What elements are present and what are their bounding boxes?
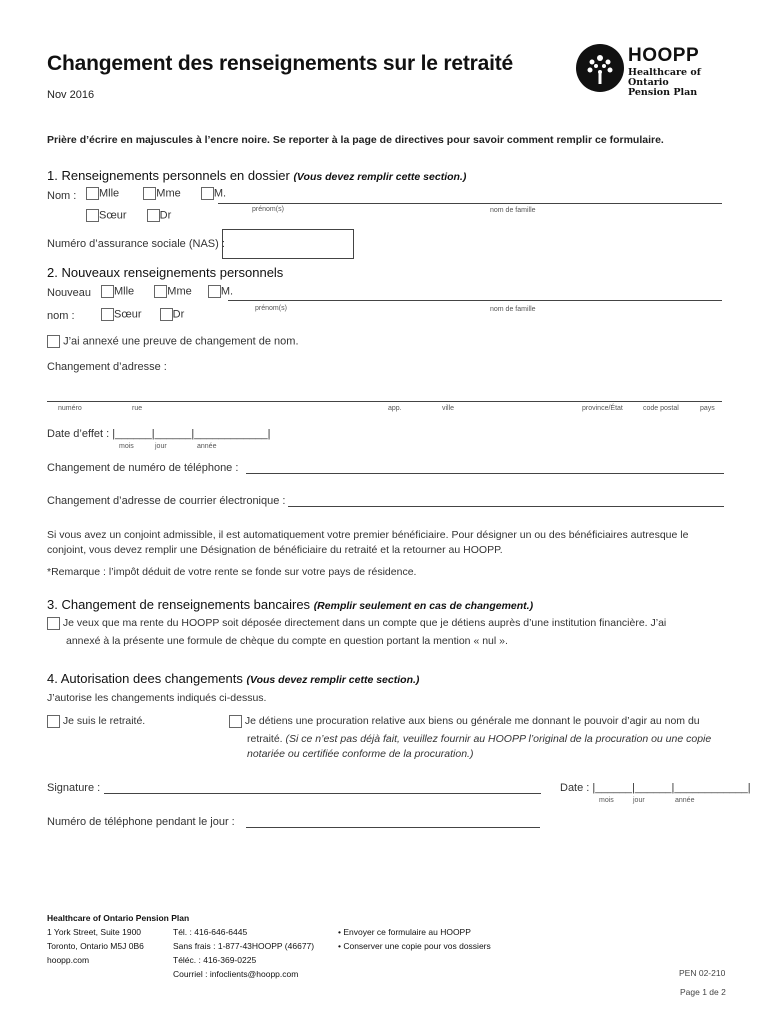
title-checkboxes-row1: Mlle Mme M. — [86, 187, 226, 200]
prenom-hint: prénom(s) — [252, 206, 284, 213]
hoopp-logo — [576, 44, 736, 96]
effective-date-field[interactable]: Date d’effet : |______|______|____________| — [47, 428, 271, 440]
nas-input[interactable] — [222, 229, 354, 259]
page-number: Page 1 de 2 — [680, 987, 726, 997]
nom-label: Nom : — [47, 190, 77, 202]
nouveau-label: Nouveau — [47, 287, 92, 299]
proof-label: J’ai annexé une preuve de changement de nom. — [63, 335, 299, 348]
new-dr-checkbox[interactable] — [160, 308, 173, 321]
authorization-intro: J’autorise les changements indiqués ci-dessus. — [47, 692, 267, 704]
sig-hint-annee: année — [675, 797, 695, 804]
signature-line[interactable] — [104, 793, 541, 794]
section-4-title: 4. Autorisation dees changements (Vous devez remplir cette section.) — [47, 671, 420, 686]
new-mlle-checkbox[interactable] — [101, 285, 114, 298]
banking-row — [47, 616, 737, 631]
signature-date-field[interactable]: Date : |______|______|____________| — [560, 782, 751, 794]
famille-hint: nom de famille — [490, 207, 536, 214]
email-change-label: Changement d’adresse de courrier électronique : — [47, 495, 286, 507]
poa-row — [229, 714, 700, 729]
eff-hint-jour: jour — [155, 443, 167, 450]
footer-address: 1 York Street, Suite 1900 Toronto, Ontario M5J 0B6 hoopp.com — [47, 927, 144, 965]
soeur-checkbox[interactable] — [86, 209, 99, 222]
dr-checkbox[interactable] — [147, 209, 160, 222]
sig-hint-mois: mois — [599, 797, 614, 804]
proof-checkbox[interactable] — [47, 335, 60, 348]
form-title: Changement des renseignements sur le retraité — [47, 52, 513, 75]
phone-change-line[interactable] — [246, 473, 724, 474]
new-famille-hint: nom de famille — [490, 306, 536, 313]
logo-name: HOOPP — [628, 45, 700, 66]
banking-line-2: annexé à la présente une formule de chèque du compte en question portant la mention « nul ». — [66, 635, 508, 647]
nas-label: Numéro d’assurance sociale (NAS) : — [47, 238, 225, 250]
form-code: PEN 02-210 — [679, 968, 726, 978]
new-m-checkbox[interactable] — [208, 285, 221, 298]
retiree-checkbox[interactable] — [47, 715, 60, 728]
tree-icon — [576, 44, 624, 92]
banking-checkbox[interactable] — [47, 617, 60, 630]
footer-bullets: • Envoyer ce formulaire au HOOPP • Conserver une copie pour vos dossiers — [338, 927, 491, 951]
new-soeur-checkbox[interactable] — [101, 308, 114, 321]
phone-change-label: Changement de numéro de téléphone : — [47, 462, 239, 474]
poa-checkbox[interactable] — [229, 715, 242, 728]
spouse-note: Si vous avez un conjoint admissible, il est automatiquement votre premier bénéficiaire. Pour désigner un ou des bénéficiaires autresque le conjoint, vous devez remplir une Désignation de bénéficiaire du retraité et la retourner au HOOPP. — [47, 529, 689, 556]
addr-hint-app: app. — [388, 405, 402, 412]
new-title-checkboxes-row2: Sœur Dr — [101, 308, 184, 321]
addr-hint-pays: pays — [700, 405, 715, 412]
retiree-row — [47, 714, 145, 729]
form-date: Nov 2016 — [47, 89, 95, 101]
addr-hint-ville: ville — [442, 405, 455, 412]
mlle-checkbox[interactable] — [86, 187, 99, 200]
poa-line-2: retraité. (Si ce n’est pas déjà fait, veuillez fournir au HOOPP l’original de la procuration ou une copie — [247, 733, 712, 745]
addr-hint-numero: numéro — [58, 405, 82, 412]
mme-checkbox[interactable] — [143, 187, 156, 200]
addr-hint-code: code postal — [643, 405, 679, 412]
footer-org: Healthcare of Ontario Pension Plan — [47, 913, 190, 923]
signature-label: Signature : — [47, 782, 101, 794]
address-label: Changement d’adresse : — [47, 361, 167, 373]
sig-hint-jour: jour — [633, 797, 645, 804]
footer-contact: Tél. : 416-646-6445 Sans frais : 1-877-43HOOPP (46677) Téléc. : 416-369-0225 Courriel : infoclients@hoopp.com — [173, 927, 315, 979]
day-phone-line[interactable] — [246, 827, 540, 828]
form-instructions: Prière d’écrire en majuscules à l’encre noire. Se reporter à la page de directives pour savoir comment remplir ce formulaire. — [47, 134, 664, 146]
eff-hint-annee: année — [197, 443, 217, 450]
day-phone-label: Numéro de téléphone pendant le jour : — [47, 816, 235, 828]
logo-subtitle: Healthcare of Ontario Pension Plan — [628, 67, 701, 98]
poa-line-1: Je détiens une procuration relative aux biens ou générale me donnant le pouvoir d’agir au nom du — [244, 715, 700, 727]
retiree-label: Je suis le retraité. — [62, 715, 146, 727]
addr-hint-rue: rue — [132, 405, 143, 412]
tax-note: *Remarque : l’impôt déduit de votre rente se fonde sur votre pays de résidence. — [47, 566, 417, 578]
title-checkboxes-row2: Sœur Dr — [86, 209, 171, 222]
email-change-line[interactable] — [288, 506, 724, 507]
nom-label-2: nom : — [47, 310, 75, 322]
name-line-2[interactable] — [228, 300, 722, 301]
section-3-title: 3. Changement de renseignements bancaires (Remplir seulement en cas de changement.) — [47, 597, 534, 612]
addr-hint-province: province/État — [582, 405, 623, 412]
name-line-1[interactable] — [218, 203, 722, 204]
new-title-checkboxes-row1: Mlle Mme M. — [101, 285, 233, 298]
poa-line-3: notariée ou certifiée conforme de la procuration.) — [247, 748, 474, 760]
section-1-title: 1. Renseignements personnels en dossier (Vous devez remplir cette section.) — [47, 168, 467, 183]
proof-row — [47, 335, 299, 348]
new-prenom-hint: prénom(s) — [255, 305, 287, 312]
section-2-title: 2. Nouveaux renseignements personnels — [47, 265, 284, 280]
m-checkbox[interactable] — [201, 187, 214, 200]
address-line[interactable] — [47, 401, 722, 402]
banking-line-1: Je veux que ma rente du HOOPP soit déposée directement dans un compte que je détiens auprès d’une institution financière. J’ai — [62, 617, 667, 629]
new-mme-checkbox[interactable] — [154, 285, 167, 298]
eff-hint-mois: mois — [119, 443, 134, 450]
